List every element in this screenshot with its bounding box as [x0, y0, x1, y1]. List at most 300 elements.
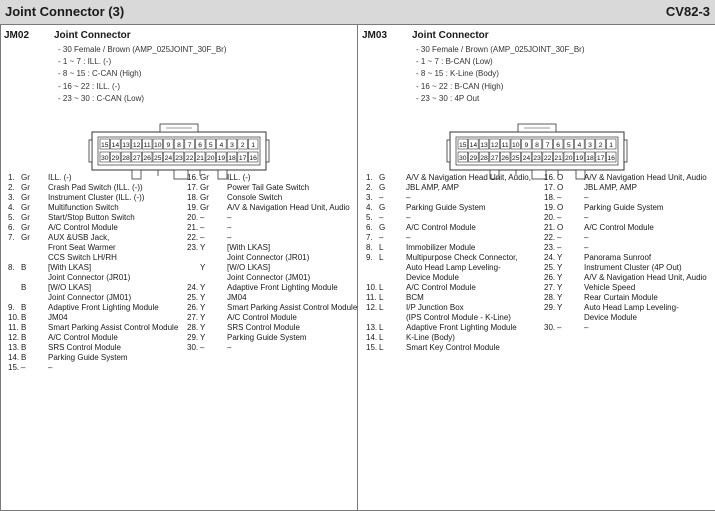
wire-color: Gr [21, 183, 30, 192]
pin-label: 22 [543, 155, 552, 162]
pin-number: 26. [544, 273, 556, 282]
pin-description: Joint Connector (JR01) [227, 253, 310, 262]
pin-number: 11. [366, 293, 377, 302]
connector-name: Joint Connector [54, 30, 131, 41]
pin-label: 2 [240, 142, 245, 149]
pin-description: JM04 [48, 313, 68, 322]
pin-row [366, 203, 546, 213]
pin-label: 25 [512, 155, 520, 162]
pin-label: 27 [490, 155, 499, 162]
pin-row [366, 273, 546, 283]
pin-number: 23. [187, 243, 199, 252]
pin-label: 17 [238, 155, 247, 162]
pin-description: Immobilizer Module [406, 243, 476, 252]
pin-description: JBL AMP, AMP [584, 183, 637, 192]
note-line: - 8 ~ 15 : K-Line (Body) [416, 69, 499, 79]
pin-row [8, 353, 188, 363]
pin-label: 25 [154, 155, 162, 162]
pin-row [544, 223, 714, 233]
pin-row [8, 313, 188, 323]
pin-row [8, 363, 188, 373]
note-line: - 16 ~ 22 : B-CAN (High) [416, 81, 504, 91]
pin-label: 16 [249, 155, 257, 162]
pin-description: (IPS Control Module - K-Line) [406, 313, 511, 322]
pin-row [187, 323, 357, 333]
pin-label: 21 [196, 155, 204, 162]
pin-description: Instrument Cluster (ILL. (-)) [48, 193, 145, 202]
pin-row [8, 333, 188, 343]
pin-description: Parking Guide System [48, 353, 128, 362]
wire-color: O [557, 203, 564, 212]
pin-row [366, 243, 546, 253]
wire-color: Y [200, 243, 206, 252]
pin-description: I/P Junction Box [406, 303, 464, 312]
pin-description: [With LKAS] [48, 263, 92, 272]
pin-label: 4 [577, 142, 582, 149]
wire-color: L [379, 323, 384, 332]
pin-description: – [584, 233, 589, 242]
pin-row [544, 273, 714, 283]
pin-description: – [406, 233, 411, 242]
pin-label: 12 [490, 142, 499, 149]
note-line: - 30 Female / Brown (AMP_025JOINT_30F_Br) [416, 45, 585, 54]
pin-description: [With LKAS] [227, 243, 271, 252]
pin-description: Multipurpose Check Connector, [406, 253, 518, 262]
wire-color: G [379, 203, 386, 212]
pin-description: A/V & Navigation Head Unit, Audio, [406, 173, 531, 182]
wire-color: Y [557, 283, 563, 292]
pin-description: Auto Head Lamp Leveling- [584, 303, 679, 312]
pin-label: 30 [101, 155, 109, 162]
pin-row [187, 243, 357, 253]
wire-color: – [379, 213, 384, 222]
pin-number: 11. [8, 323, 19, 332]
pin-row [8, 243, 188, 253]
wire-color: – [557, 213, 562, 222]
pin-label: 28 [480, 155, 488, 162]
pin-number: 15. [8, 363, 20, 372]
pin-row [544, 203, 714, 213]
pin-label: 1 [251, 142, 256, 149]
pin-label: 20 [207, 155, 215, 162]
pin-label: 19 [575, 155, 584, 162]
pin-row [544, 263, 714, 273]
pin-number: 12. [366, 303, 378, 312]
pin-row [8, 323, 188, 333]
pin-number: 8. [8, 263, 15, 272]
pin-number: 1. [366, 173, 373, 182]
wire-color: L [379, 243, 384, 252]
wire-color: O [557, 173, 564, 182]
pin-list-left [366, 173, 546, 353]
connector-notes [416, 44, 585, 105]
pin-number: 28. [544, 293, 556, 302]
note-line: - 30 Female / Brown (AMP_025JOINT_30F_Br) [58, 45, 227, 54]
pin-list-left [8, 173, 188, 373]
pin-label: 22 [185, 155, 194, 162]
pin-row [187, 253, 357, 263]
wire-color: B [21, 283, 27, 292]
wire-color: B [21, 323, 27, 332]
pin-description: A/C Control Module [227, 313, 297, 322]
pin-row [366, 233, 546, 243]
housing-left-tab [447, 140, 450, 162]
pin-row [8, 263, 188, 273]
wire-color: Y [200, 303, 206, 312]
pin-number: 19. [544, 203, 556, 212]
pin-label: 9 [166, 142, 171, 149]
connector-notes [58, 44, 227, 105]
pin-row [544, 213, 714, 223]
pin-description: Console Switch [227, 193, 283, 202]
pin-row [366, 193, 546, 203]
pin-description: A/C Control Module [584, 223, 654, 232]
pin-label: 10 [154, 142, 162, 149]
pin-number: 22. [544, 233, 556, 242]
pin-number: 27. [187, 313, 199, 322]
pin-description: A/C Control Module [48, 223, 118, 232]
pin-row [544, 183, 714, 193]
wire-color: Gr [200, 173, 209, 182]
pin-description: ILL. (-) [227, 173, 251, 182]
pin-row [544, 233, 714, 243]
pin-label: 5 [208, 142, 213, 149]
wire-color: – [21, 363, 26, 372]
pin-description: JM04 [227, 293, 247, 302]
pin-description: – [48, 363, 53, 372]
pin-label: 29 [111, 155, 120, 162]
pin-number: 13. [366, 323, 378, 332]
pin-description: – [584, 213, 589, 222]
pin-label: 18 [586, 155, 594, 162]
pin-description: Power Tail Gate Switch [227, 183, 310, 192]
pin-number: 26. [187, 303, 199, 312]
pin-number: 3. [8, 193, 15, 202]
note-line: - 23 ~ 30 : C-CAN (Low) [58, 93, 145, 103]
pin-description: Smart Parking Assist Control Module [227, 303, 358, 312]
pin-row [544, 243, 714, 253]
pin-label: 24 [522, 155, 531, 162]
pin-description: SRS Control Module [227, 323, 300, 332]
wire-color: Gr [21, 233, 30, 242]
pin-row [187, 193, 357, 203]
pin-label: 3 [588, 142, 592, 149]
pin-description: Rear Curtain Module [584, 293, 658, 302]
pin-label: 11 [501, 142, 509, 149]
pin-row [187, 313, 357, 323]
pin-label: 17 [596, 155, 605, 162]
pin-description: Crash Pad Switch (ILL. (-)) [48, 183, 143, 192]
wire-color: – [379, 193, 384, 202]
pin-description: K-Line (Body) [406, 333, 455, 342]
pin-number: 29. [187, 333, 199, 342]
wire-color: Y [557, 293, 563, 302]
wire-color: Gr [21, 173, 30, 182]
pin-description: SRS Control Module [48, 343, 121, 352]
page-code: CV82-3 [665, 4, 710, 19]
wire-color: Y [200, 313, 206, 322]
pin-label: 23 [175, 155, 183, 162]
wire-color: Y [557, 273, 563, 282]
pin-description: – [584, 323, 589, 332]
wire-color: B [21, 343, 27, 352]
pin-number: 10. [8, 313, 20, 322]
wire-color: Gr [21, 193, 30, 202]
pin-label: 30 [459, 155, 467, 162]
pin-label: 8 [535, 142, 539, 149]
pin-label: 20 [565, 155, 573, 162]
pin-description: – [584, 193, 589, 202]
wire-color: G [379, 223, 386, 232]
pin-label: 27 [132, 155, 141, 162]
pin-label: 10 [512, 142, 520, 149]
pin-label: 1 [609, 142, 614, 149]
pin-number: 7. [8, 233, 15, 242]
pin-number: 29. [544, 303, 556, 312]
wire-color: – [200, 213, 205, 222]
pin-description: Device Module [406, 273, 459, 282]
pin-label: 13 [122, 142, 130, 149]
wire-color: L [379, 333, 384, 342]
pin-description: – [406, 213, 411, 222]
pin-label: 6 [556, 142, 561, 149]
pin-row [544, 173, 714, 183]
pin-number: 19. [187, 203, 199, 212]
pin-row [366, 263, 546, 273]
pin-description: Parking Guide System [406, 203, 486, 212]
pin-row [366, 183, 546, 193]
housing-right-tab [624, 140, 627, 162]
pin-row [8, 283, 188, 293]
pin-row [8, 293, 188, 303]
wire-color: – [557, 193, 562, 202]
wire-color: – [200, 223, 205, 232]
pin-number: 12. [8, 333, 20, 342]
pin-number: 30. [187, 343, 199, 352]
pin-number: 4. [366, 203, 373, 212]
pin-row [544, 293, 714, 303]
pin-number: 1. [8, 173, 15, 182]
pin-row [8, 213, 188, 223]
pin-label: 3 [230, 142, 234, 149]
pin-row [366, 223, 546, 233]
pin-description: Joint Connector (JR01) [48, 273, 131, 282]
pin-row [187, 223, 357, 233]
pin-row [8, 303, 188, 313]
pin-row [8, 223, 188, 233]
wire-color: Gr [21, 223, 30, 232]
wire-color: L [379, 253, 384, 262]
wire-color: L [379, 283, 384, 292]
wire-color: L [379, 293, 384, 302]
pin-label: 12 [132, 142, 141, 149]
housing-left-tab [89, 140, 92, 162]
pin-number: 21. [187, 223, 199, 232]
pin-description: Smart Parking Assist Control Module [48, 323, 179, 332]
pin-number: 25. [187, 293, 199, 302]
wire-color: Y [200, 263, 206, 272]
pin-row [187, 333, 357, 343]
pin-row [8, 193, 188, 203]
pin-description: A/C Control Module [406, 223, 476, 232]
wire-color: L [379, 343, 384, 352]
pin-description: A/V & Navigation Head Unit, Audio [584, 173, 707, 182]
housing-right-tab [266, 140, 269, 162]
pin-number: 14. [366, 333, 378, 342]
pin-label: 14 [111, 142, 120, 149]
pin-description: AUX &USB Jack, [48, 233, 110, 242]
pin-number: 7. [366, 233, 373, 242]
pin-label: 23 [533, 155, 541, 162]
pin-description: Joint Connector (JM01) [48, 293, 132, 302]
pin-label: 28 [122, 155, 130, 162]
wire-color: Y [200, 283, 206, 292]
pin-number: 9. [8, 303, 15, 312]
pin-number: 27. [544, 283, 556, 292]
pin-description: Adaptive Front Lighting Module [227, 283, 338, 292]
wire-color: Y [200, 293, 206, 302]
wire-color: – [557, 243, 562, 252]
pin-description: Device Module [584, 313, 637, 322]
pin-number: 15. [366, 343, 378, 352]
pin-row [8, 343, 188, 353]
pin-label: 6 [198, 142, 203, 149]
pin-description: Vehicle Speed [584, 283, 636, 292]
pin-row [8, 183, 188, 193]
note-line: - 16 ~ 22 : ILL. (-) [58, 81, 121, 91]
pin-list-right [544, 173, 714, 333]
pin-number: 13. [8, 343, 20, 352]
pin-row [187, 293, 357, 303]
pin-row [366, 293, 546, 303]
pin-row [187, 263, 357, 273]
pin-description: JBL AMP, AMP [406, 183, 459, 192]
pin-description: A/V & Navigation Head Unit, Audio [227, 203, 350, 212]
pin-row [8, 273, 188, 283]
pin-description: – [406, 193, 411, 202]
pin-label: 11 [143, 142, 151, 149]
pin-row [187, 183, 357, 193]
pin-number: 20. [544, 213, 556, 222]
wire-color: B [21, 333, 27, 342]
pin-number: 17. [544, 183, 556, 192]
pin-description: Front Seat Warmer [48, 243, 116, 252]
pin-number: 18. [544, 193, 556, 202]
pin-description: Panorama Sunroof [584, 253, 652, 262]
pin-label: 9 [524, 142, 529, 149]
panel-jm03 [358, 24, 715, 510]
pin-description: [W/O LKAS] [48, 283, 92, 292]
pin-row [8, 233, 188, 243]
pin-description: BCM [406, 293, 424, 302]
pin-label: 7 [187, 142, 192, 149]
pin-number: 10. [366, 283, 378, 292]
wire-color: B [21, 263, 27, 272]
pin-label: 14 [469, 142, 478, 149]
wire-color: Gr [21, 213, 30, 222]
pin-description: A/C Control Module [406, 283, 476, 292]
pin-number: 3. [366, 193, 373, 202]
pin-number: 23. [544, 243, 556, 252]
pin-number: 6. [8, 223, 15, 232]
pin-number: 16. [187, 173, 199, 182]
page-title: Joint Connector (3) [5, 4, 125, 19]
pin-number: 14. [8, 353, 20, 362]
wire-color: – [379, 233, 384, 242]
pin-description: Adaptive Front Lighting Module [406, 323, 517, 332]
pin-number: 25. [544, 263, 556, 272]
connector-name: Joint Connector [412, 30, 489, 41]
wire-color: B [21, 303, 27, 312]
pin-label: 4 [219, 142, 224, 149]
wire-color: B [21, 353, 27, 362]
pin-row [366, 303, 546, 313]
connector-code: JM03 [362, 30, 388, 41]
pin-number: 18. [187, 193, 199, 202]
pin-description: – [227, 233, 232, 242]
pin-description: Start/Stop Button Switch [48, 213, 135, 222]
pin-row [366, 313, 546, 323]
pin-description: A/C Control Module [48, 333, 118, 342]
pin-row [366, 323, 546, 333]
pin-description: ILL. (-) [48, 173, 72, 182]
pin-row [8, 203, 188, 213]
pin-label: 24 [164, 155, 173, 162]
pin-row [8, 173, 188, 183]
pin-row [187, 213, 357, 223]
pin-row [544, 303, 714, 313]
wire-color: B [21, 313, 27, 322]
wire-color: O [557, 223, 564, 232]
pin-description: Multifunction Switch [48, 203, 119, 212]
pin-number: 5. [366, 213, 373, 222]
pin-number: 2. [8, 183, 15, 192]
pin-number: 6. [366, 223, 373, 232]
pin-row [187, 173, 357, 183]
wire-color: Gr [200, 183, 209, 192]
pin-row [366, 283, 546, 293]
pin-label: 2 [598, 142, 603, 149]
wire-color: G [379, 173, 386, 182]
wire-color: Gr [200, 193, 209, 202]
pin-row [187, 343, 357, 353]
pin-row [366, 173, 546, 183]
pin-number: 17. [187, 183, 199, 192]
pin-label: 7 [545, 142, 550, 149]
pin-label: 5 [566, 142, 571, 149]
pin-label: 18 [228, 155, 236, 162]
pin-label: 26 [501, 155, 509, 162]
pin-label: 8 [177, 142, 181, 149]
pin-label: 26 [143, 155, 151, 162]
pin-description: Joint Connector (JM01) [227, 273, 311, 282]
wire-color: Y [557, 303, 563, 312]
pin-list-right [187, 173, 357, 353]
wire-color: Y [557, 253, 563, 262]
pin-label: 15 [101, 142, 109, 149]
wire-color: G [379, 183, 386, 192]
pin-description: [W/O LKAS] [227, 263, 271, 272]
pin-number: 5. [8, 213, 15, 222]
pin-label: 21 [554, 155, 562, 162]
note-line: - 8 ~ 15 : C-CAN (High) [58, 69, 142, 79]
pin-description: – [227, 343, 232, 352]
pin-description: Smart Key Control Module [406, 343, 500, 352]
wire-color: – [557, 233, 562, 242]
pin-row [187, 283, 357, 293]
wire-color: – [557, 323, 562, 332]
pin-number: 4. [8, 203, 15, 212]
